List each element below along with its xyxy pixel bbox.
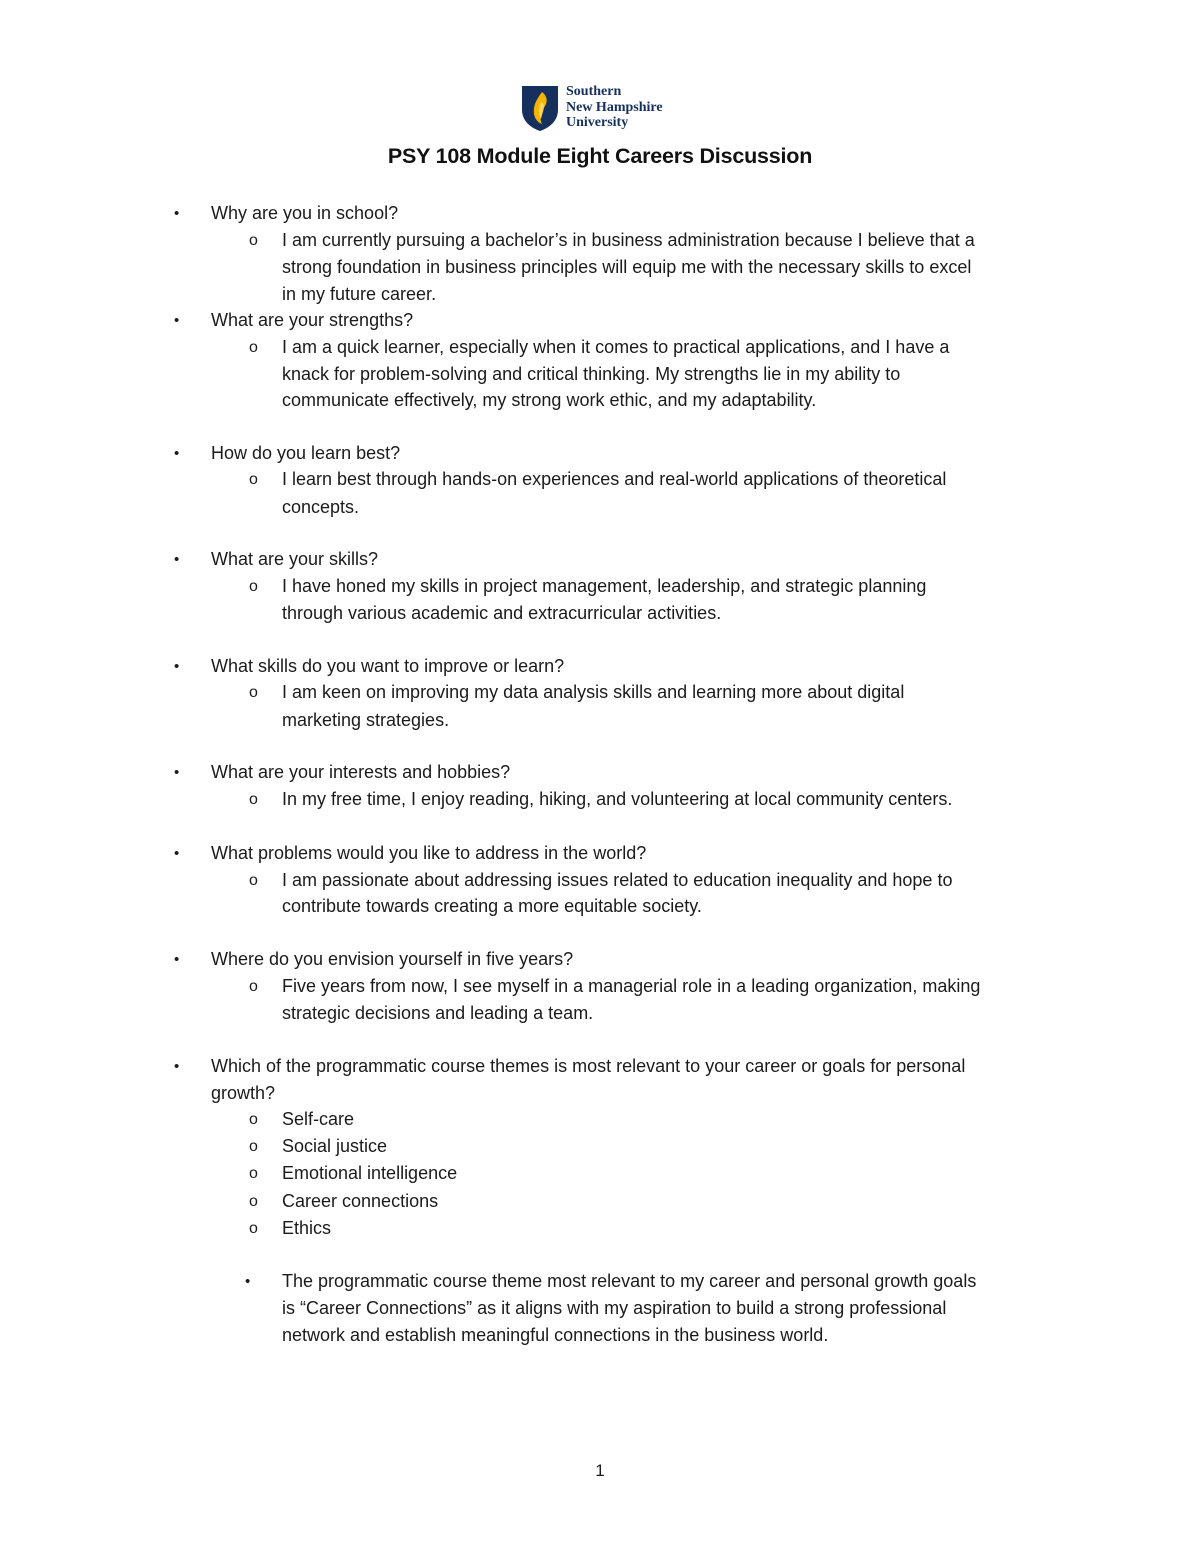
bullet-marker: • — [174, 658, 180, 675]
logo-line-3: University — [566, 115, 629, 130]
theme-option-emotional-intelligence: Emotional intelligence — [282, 1163, 458, 1183]
sub-bullet-marker: o — [249, 1138, 258, 1155]
final-answer-line: The programmatic course theme most relevant to my career and personal growth goals — [282, 1271, 977, 1291]
answer-line: marketing strategies. — [282, 710, 450, 730]
bullet-marker: • — [174, 551, 180, 568]
page-number: 1 — [595, 1461, 605, 1480]
flame-shield-icon — [520, 84, 560, 132]
answer-line: Five years from now, I see myself in a managerial role in a leading organization, making — [282, 976, 981, 996]
bullet-marker: • — [174, 764, 180, 781]
sub-bullet-marker: o — [249, 1111, 258, 1128]
question-skills: What are your skills? — [211, 549, 379, 569]
logo-line-2: New Hampshire — [566, 99, 663, 115]
theme-option-career-connections: Career connections — [282, 1191, 439, 1211]
answer-line: I have honed my skills in project management, leadership, and strategic planning — [282, 576, 927, 596]
answer-line: through various academic and extracurricular activities. — [282, 603, 722, 623]
question-learn-best: How do you learn best? — [211, 443, 401, 463]
sub-bullet-marker: o — [249, 1165, 258, 1182]
answer-line: in my future career. — [282, 284, 437, 304]
answer-line: contribute towards creating a more equitable society. — [282, 896, 702, 916]
logo-wordmark — [566, 84, 663, 131]
answer-line: I am passionate about addressing issues related to education inequality and hope to — [282, 870, 953, 890]
question-five-years: Where do you envision yourself in five years? — [211, 949, 574, 969]
sub-bullet-marker: o — [249, 684, 258, 701]
sub-bullet-marker: o — [249, 1193, 258, 1210]
bullet-marker: • — [245, 1273, 251, 1290]
sub-bullet-marker: o — [249, 791, 258, 808]
answer-line: I am a quick learner, especially when it comes to practical applications, and I have a — [282, 337, 950, 357]
question-course-themes-cont: growth? — [211, 1083, 276, 1103]
sub-bullet-marker: o — [249, 232, 258, 249]
question-problems: What problems would you like to address in the world? — [211, 843, 647, 863]
logo-line-1: Southern — [566, 84, 622, 99]
answer-line: knack for problem-solving and critical thinking. My strengths lie in my ability to — [282, 364, 901, 384]
theme-option-self-care: Self-care — [282, 1109, 355, 1129]
question-interests: What are your interests and hobbies? — [211, 762, 511, 782]
answer-line: communicate effectively, my strong work ethic, and my adaptability. — [282, 390, 817, 410]
bullet-marker: • — [174, 312, 180, 329]
question-course-themes: Which of the programmatic course themes is most relevant to your career or goals for personal — [211, 1056, 966, 1076]
bullet-marker: • — [174, 845, 180, 862]
bullet-marker: • — [174, 1058, 180, 1075]
bullet-marker: • — [174, 205, 180, 222]
final-answer-line: is “Career Connections” as it aligns with my aspiration to build a strong professional — [282, 1298, 947, 1318]
sub-bullet-marker: o — [249, 872, 258, 889]
question-strengths: What are your strengths? — [211, 310, 414, 330]
theme-option-social-justice: Social justice — [282, 1136, 388, 1156]
answer-line: strategic decisions and leading a team. — [282, 1003, 594, 1023]
sub-bullet-marker: o — [249, 978, 258, 995]
answer-line: strong foundation in business principles will equip me with the necessary skills to excel — [282, 257, 972, 277]
answer-line: I am currently pursuing a bachelor’s in business administration because I believe that a — [282, 230, 975, 250]
bullet-marker: • — [174, 951, 180, 968]
sub-bullet-marker: o — [249, 1220, 258, 1237]
answer-line: I am keen on improving my data analysis skills and learning more about digital — [282, 682, 905, 702]
final-answer-line: network and establish meaningful connections in the business world. — [282, 1325, 829, 1345]
answer-line: In my free time, I enjoy reading, hiking, and volunteering at local community centers. — [282, 789, 953, 809]
question-improve: What skills do you want to improve or learn? — [211, 656, 565, 676]
snhu-logo — [520, 84, 663, 132]
document-title: PSY 108 Module Eight Careers Discussion — [387, 144, 813, 168]
answer-line: I learn best through hands-on experiences and real-world applications of theoretical — [282, 469, 947, 489]
sub-bullet-marker: o — [249, 471, 258, 488]
sub-bullet-marker: o — [249, 339, 258, 356]
answer-line: concepts. — [282, 497, 360, 517]
theme-option-ethics: Ethics — [282, 1218, 332, 1238]
sub-bullet-marker: o — [249, 578, 258, 595]
bullet-marker: • — [174, 445, 180, 462]
question-why-school: Why are you in school? — [211, 203, 399, 223]
